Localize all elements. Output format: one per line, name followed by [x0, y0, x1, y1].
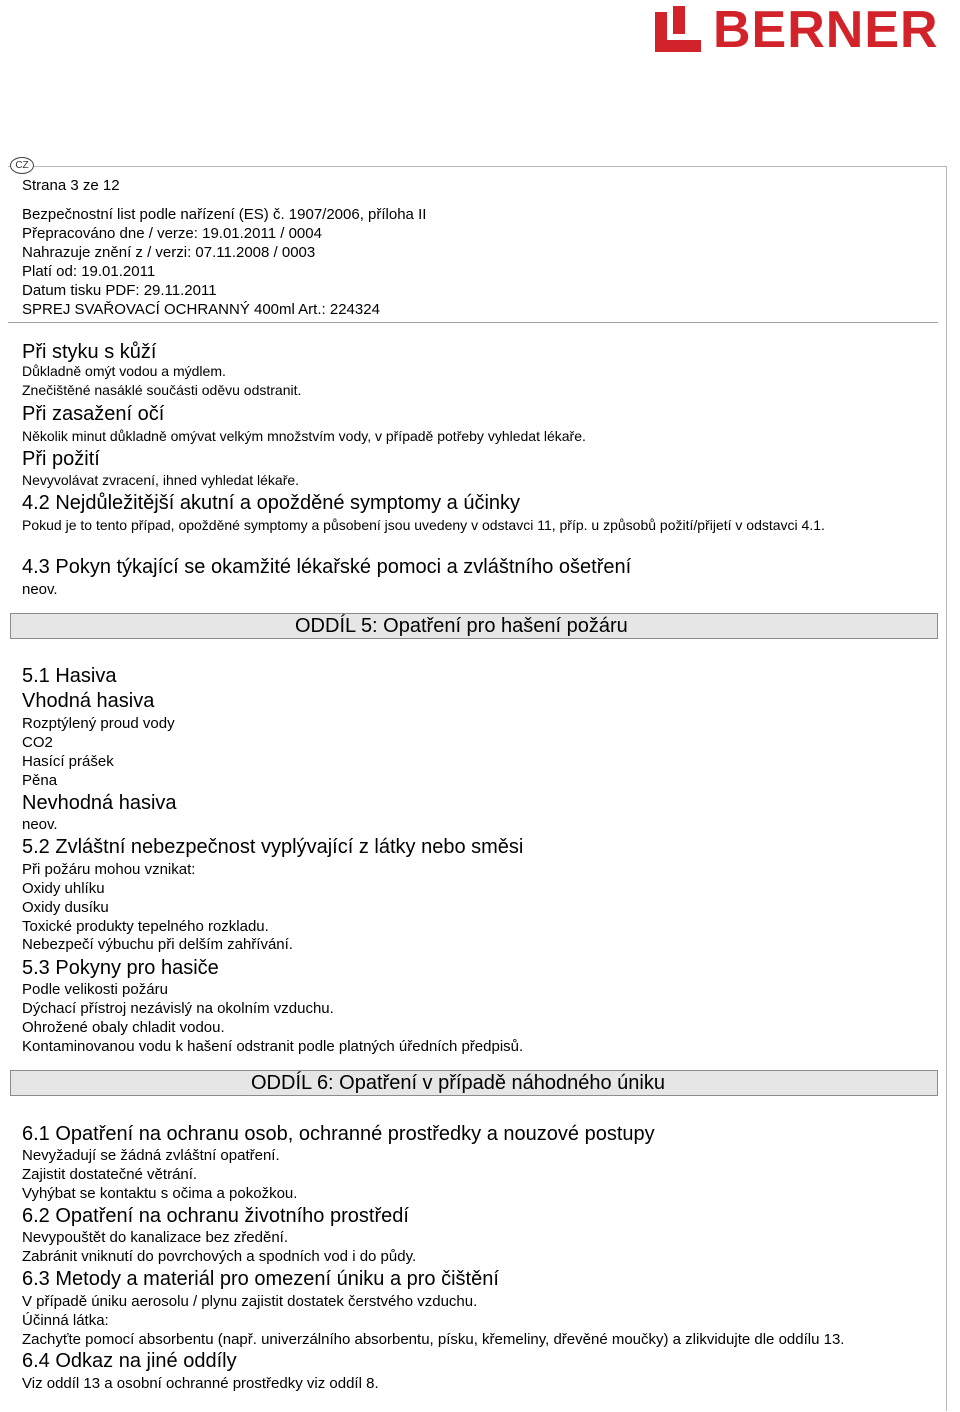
list-item: Zabránit vniknutí do povrchových a spodních vod i do půdy. [22, 1248, 417, 1265]
list-item: Oxidy dusíku [22, 899, 109, 916]
unsuitable-heading: Nevhodná hasiva [22, 792, 177, 814]
eye-heading: Při zasažení očí [22, 403, 165, 425]
berner-logo [655, 1, 955, 59]
text-line: Znečištěné nasáklé součásti oděvu odstranit. [22, 382, 302, 398]
text-line: Viz oddíl 13 a osobní ochranné prostředky viz oddíl 8. [22, 1375, 379, 1392]
list-item: Rozptýlený proud vody [22, 715, 175, 732]
list-item: Dýchací přístroj nezávislý na okolním vzduchu. [22, 1000, 334, 1017]
header-line: SPREJ SVAŘOVACÍ OCHRANNÝ 400ml Art.: 224324 [22, 301, 380, 318]
header-line: Platí od: 19.01.2011 [22, 263, 156, 280]
section-5-1-heading: 5.1 Hasiva [22, 665, 117, 687]
section-4-2-text: Pokud je to tento případ, opožděné symptomy a působení jsou uvedeny v odstavci 11, příp. u způsobů požití/přijetí v odstavci 4.1. [22, 517, 825, 533]
header-divider [8, 322, 938, 323]
text-line: Nevyvolávat zvracení, ihned vyhledat lékaře. [22, 472, 300, 488]
section-4-3-heading: 4.3 Pokyn týkající se okamžité lékařské pomoci a zvláštního ošetření [22, 556, 632, 578]
section-6-title: ODDÍL 6: Opatření v případě náhodného úniku [251, 1072, 665, 1094]
text-line: Důkladně omýt vodou a mýdlem. [22, 363, 226, 379]
list-item: Hasící prášek [22, 753, 114, 770]
country-badge: CZ [10, 157, 34, 174]
skin-heading: Při styku s kůží [22, 341, 157, 363]
list-item: Nebezpečí výbuchu při delším zahřívání. [22, 936, 293, 953]
section-5-band [10, 613, 938, 639]
section-6-3-heading: 6.3 Metody a materiál pro omezení úniku a pro čištění [22, 1268, 499, 1290]
text-line: Několik minut důkladně omývat velkým množstvím vody, v případě potřeby vyhledat lékaře. [22, 428, 586, 444]
list-item: Pěna [22, 772, 58, 789]
list-item: Nevyžadují se žádná zvláštní opatření. [22, 1147, 280, 1164]
list-item: Zajistit dostatečné větrání. [22, 1166, 198, 1183]
ingestion-heading: Při požití [22, 448, 100, 470]
header-line: Datum tisku PDF: 29.11.2011 [22, 282, 217, 299]
list-item: Zachyťte pomocí absorbentu (např. univerzálního absorbentu, písku, křemeliny, dřevěné moučky) a zlikvidujte dle oddílu 13. [22, 1331, 845, 1348]
section-5-2-heading: 5.2 Zvláštní nebezpečnost vyplývající z látky nebo směsi [22, 836, 524, 858]
list-item: Toxické produkty tepelného rozkladu. [22, 918, 269, 935]
page-number: Strana 3 ze 12 [22, 177, 120, 194]
list-item: Při požáru mohou vznikat: [22, 861, 196, 878]
text-line: neov. [22, 816, 58, 833]
list-item: Kontaminovanou vodu k hašení odstranit podle platných úředních předpisů. [22, 1038, 524, 1055]
section-6-2-heading: 6.2 Opatření na ochranu životního prostředí [22, 1205, 409, 1227]
section-6-4-heading: 6.4 Odkaz na jiné oddíly [22, 1350, 237, 1372]
list-item: Nevypouštět do kanalizace bez zředění. [22, 1229, 288, 1246]
list-item: Účinná látka: [22, 1312, 109, 1329]
suitable-heading: Vhodná hasiva [22, 690, 155, 712]
list-item: Podle velikosti požáru [22, 981, 168, 998]
list-item: CO2 [22, 734, 53, 751]
berner-logo-mark [655, 6, 707, 54]
list-item: Vyhýbat se kontaktu s očima a pokožkou. [22, 1185, 298, 1202]
section-5-title: ODDÍL 5: Opatření pro hašení požáru [295, 615, 628, 637]
section-4-2-heading: 4.2 Nejdůležitější akutní a opožděné symptomy a účinky [22, 492, 521, 514]
text-line: neov. [22, 581, 58, 598]
header-line: Bezpečnostní list podle nařízení (ES) č. 1907/2006, příloha II [22, 206, 427, 223]
section-6-band [10, 1070, 938, 1096]
section-5-3-heading: 5.3 Pokyny pro hasiče [22, 957, 219, 979]
list-item: V případě úniku aerosolu / plynu zajistit dostatek čerstvého vzduchu. [22, 1293, 478, 1310]
header-line: Nahrazuje znění z / verzi: 07.11.2008 / 0003 [22, 244, 316, 261]
section-6-1-heading: 6.1 Opatření na ochranu osob, ochranné prostředky a nouzové postupy [22, 1123, 655, 1145]
header-line: Přepracováno dne / verze: 19.01.2011 / 0004 [22, 225, 322, 242]
berner-logo-word: BERNER [713, 1, 939, 59]
list-item: Ohrožené obaly chladit vodou. [22, 1019, 225, 1036]
list-item: Oxidy uhlíku [22, 880, 105, 897]
